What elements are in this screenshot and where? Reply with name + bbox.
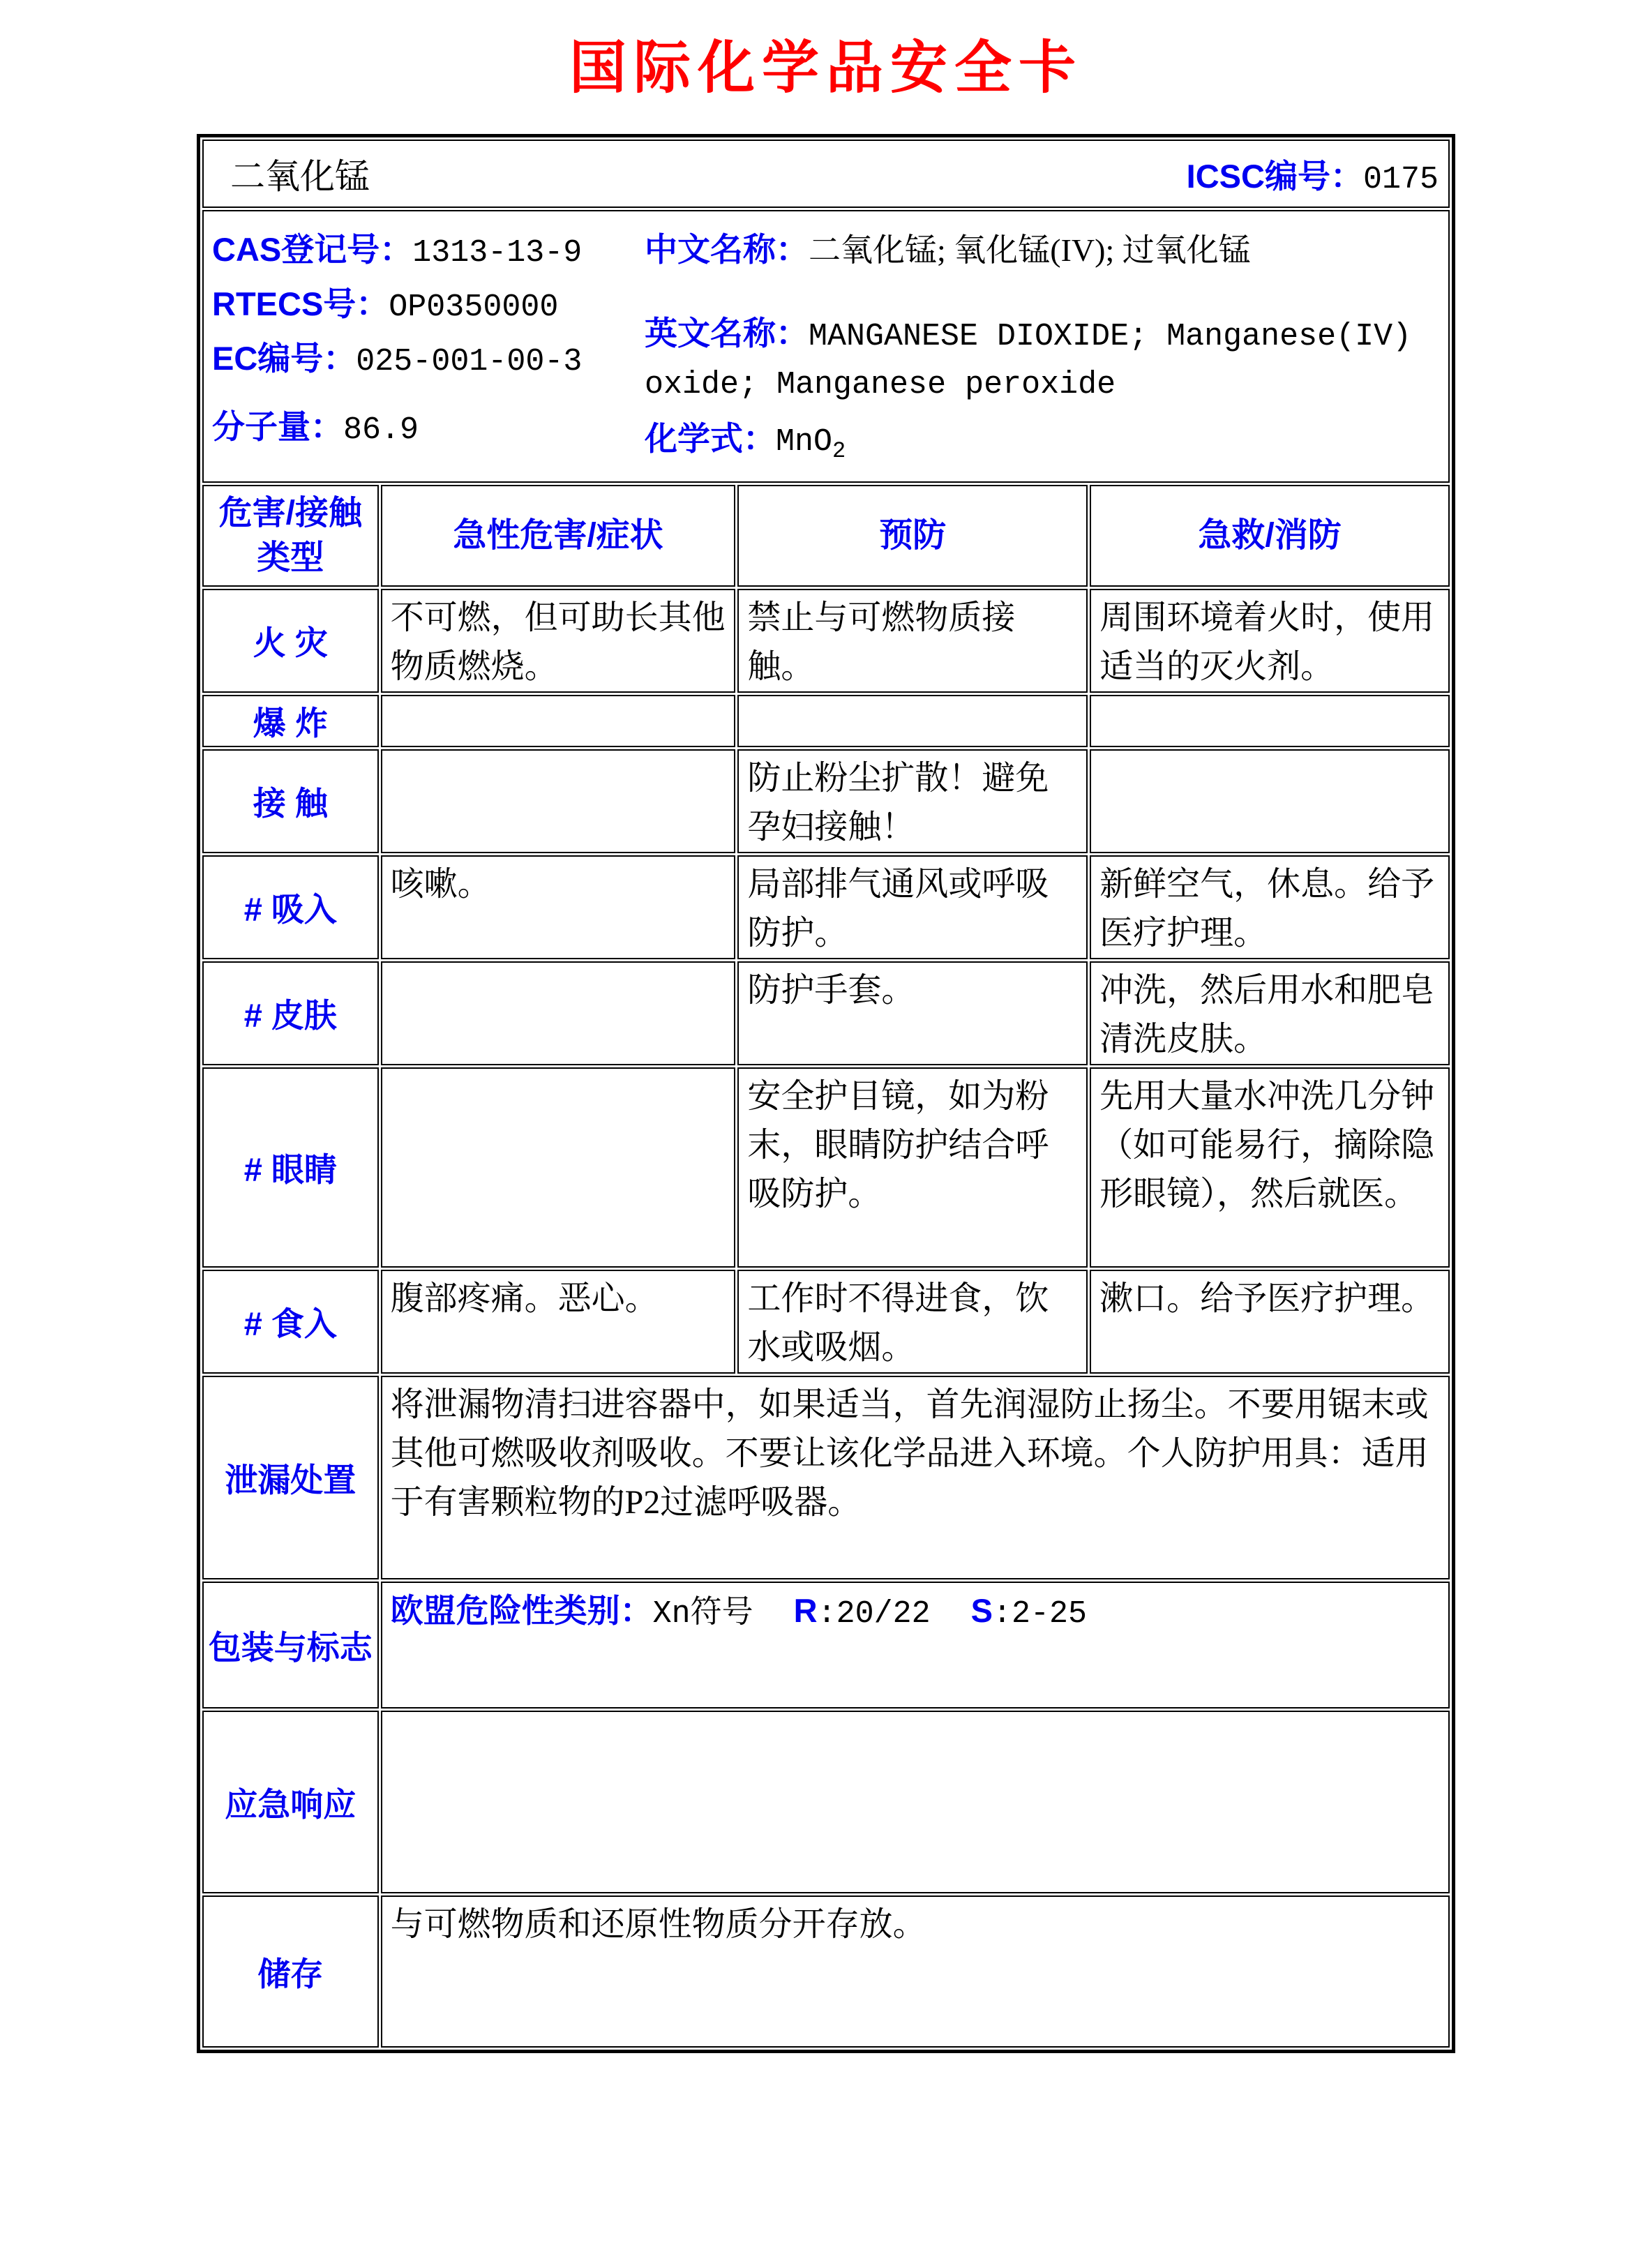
row-label-fire: 火 灾: [202, 589, 379, 693]
english-name-value: MANGANESE DIOXIDE; Manganese(IV) oxide; Manganese peroxide: [645, 319, 1412, 403]
molecular-weight-value: 86.9: [343, 412, 419, 448]
explosion-symptoms: [381, 695, 736, 747]
ingestion-prevention: 工作时不得进食，饮水或吸烟。: [737, 1270, 1088, 1374]
eu-hazard-class-value: Xn符号: [652, 1596, 753, 1632]
formula-value: MnO$_2$: [776, 424, 846, 464]
cas-number-value: 1313-13-9: [412, 235, 583, 271]
fire-symptoms: 不可燃，但可助长其他物质燃烧。: [381, 589, 736, 693]
fire-prevention: 禁止与可燃物质接触。: [737, 589, 1088, 693]
inhalation-symptoms: 咳嗽。: [381, 855, 736, 959]
eu-hazard-class-label: 欧盟危险性类别：: [390, 1592, 653, 1629]
column-header-prevention: 预防: [737, 485, 1088, 587]
row-label-spillage: 泄漏处置: [202, 1376, 379, 1579]
storage-content: 与可燃物质和还原性物质分开存放。: [381, 1895, 1450, 2048]
table-row-ingestion: [202, 1270, 1450, 1374]
table-row-packaging: [202, 1582, 1450, 1709]
s-phrase-label: S: [970, 1592, 993, 1629]
rtecs-number-label: RTECS号：: [212, 285, 389, 322]
row-label-packaging: 包装与标志: [202, 1582, 379, 1709]
identifiers-right-column: [645, 227, 1441, 474]
column-header-first-aid: 急救/消防: [1090, 485, 1450, 587]
table-row-skin: [202, 961, 1450, 1065]
ec-number-label: EC编号：: [212, 340, 356, 377]
inhalation-response: 新鲜空气，休息。给予医疗护理。: [1090, 855, 1450, 959]
eyes-symptoms: [381, 1067, 736, 1268]
english-name-line: [645, 312, 1437, 412]
molecular-weight-line: [212, 404, 645, 458]
explosion-response: [1090, 695, 1450, 747]
chinese-name-line: [645, 227, 1437, 281]
row-label-inhalation: # 吸入: [202, 855, 379, 959]
row-label-eyes: # 眼睛: [202, 1067, 379, 1268]
packaging-content: [381, 1582, 1450, 1709]
row-label-emergency: 应急响应: [202, 1711, 379, 1893]
column-header-hazard-type: 危害/接触 类型: [202, 485, 379, 587]
ingestion-response: 漱口。给予医疗护理。: [1090, 1270, 1450, 1374]
card-header-cell: [202, 140, 1450, 208]
explosion-prevention: [737, 695, 1088, 747]
table-row-storage: [202, 1895, 1450, 2048]
s-phrase-value: :2-25: [992, 1596, 1087, 1632]
page-title: 国际化学品安全卡: [569, 34, 1083, 101]
row-label-ingestion: # 食入: [202, 1270, 379, 1374]
ingestion-symptoms: 腹部疼痛。恶心。: [381, 1270, 736, 1374]
emergency-content: [381, 1711, 1450, 1893]
chinese-name-value: 二氧化锰; 氧化锰(IV); 过氧化锰: [809, 232, 1251, 268]
table-row-fire: [202, 589, 1450, 693]
chemical-name: 二氧化锰: [230, 157, 370, 196]
table-row-exposure: [202, 749, 1450, 853]
card-header-row: [202, 140, 1450, 208]
icsc-card-table: [197, 134, 1455, 2053]
table-row-eyes: [202, 1067, 1450, 1268]
icsc-number-label: ICSC编号：: [1186, 157, 1363, 195]
row-label-explosion: 爆 炸: [202, 695, 379, 747]
table-row-emergency: [202, 1711, 1450, 1893]
spillage-content: 将泄漏物清扫进容器中，如果适当，首先润湿防止扬尘。不要用锯末或其他可燃吸收剂吸收。不要让该化学品进入环境。个人防护用具：适用于有害颗粒物的P2过滤呼吸器。: [381, 1376, 1450, 1579]
exposure-symptoms: [381, 749, 736, 853]
table-row-explosion: [202, 695, 1450, 747]
chinese-name-label: 中文名称：: [645, 231, 809, 268]
identifiers-cell: [202, 210, 1450, 483]
table-row-inhalation: [202, 855, 1450, 959]
skin-symptoms: [381, 961, 736, 1065]
exposure-response: [1090, 749, 1450, 853]
row-label-storage: 储存: [202, 1895, 379, 2048]
english-name-label: 英文名称：: [645, 315, 809, 352]
row-label-exposure: 接 触: [202, 749, 379, 853]
eyes-prevention: 安全护目镜，如为粉末，眼睛防护结合呼吸防护。: [737, 1067, 1088, 1268]
formula-label: 化学式：: [645, 420, 776, 457]
inhalation-prevention: 局部排气通风或呼吸防护。: [737, 855, 1088, 959]
exposure-prevention: 防止粉尘扩散！避免孕妇接触！: [737, 749, 1088, 853]
identifiers-row: [202, 210, 1450, 483]
icsc-number-group: [1187, 151, 1439, 197]
eyes-response: 先用大量水冲洗几分钟（如可能易行，摘除隐形眼镜），然后就医。: [1090, 1067, 1450, 1268]
r-phrase-label: R: [793, 1592, 818, 1629]
rtecs-number-line: [212, 281, 645, 336]
cas-number-line: [212, 227, 645, 281]
ec-number-value: 025-001-00-3: [356, 344, 583, 380]
skin-prevention: 防护手套。: [737, 961, 1088, 1065]
fire-response: 周围环境着火时，使用适当的灭火剂。: [1090, 589, 1450, 693]
cas-number-label: CAS登记号：: [212, 231, 413, 268]
identifiers-left-column: [212, 227, 645, 474]
column-header-acute-hazards: 急性危害/症状: [381, 485, 736, 587]
formula-line: [645, 416, 1437, 474]
ec-number-line: [212, 336, 645, 390]
r-phrase-value: :20/22: [817, 1596, 931, 1632]
molecular-weight-label: 分子量：: [212, 408, 343, 445]
icsc-number-value: 0175: [1362, 161, 1439, 197]
table-row-spillage: [202, 1376, 1450, 1579]
rtecs-number-value: OP0350000: [389, 290, 559, 325]
row-label-skin: # 皮肤: [202, 961, 379, 1065]
skin-response: 冲洗，然后用水和肥皂清洗皮肤。: [1090, 961, 1450, 1065]
hazard-table-header-row: [202, 485, 1450, 587]
